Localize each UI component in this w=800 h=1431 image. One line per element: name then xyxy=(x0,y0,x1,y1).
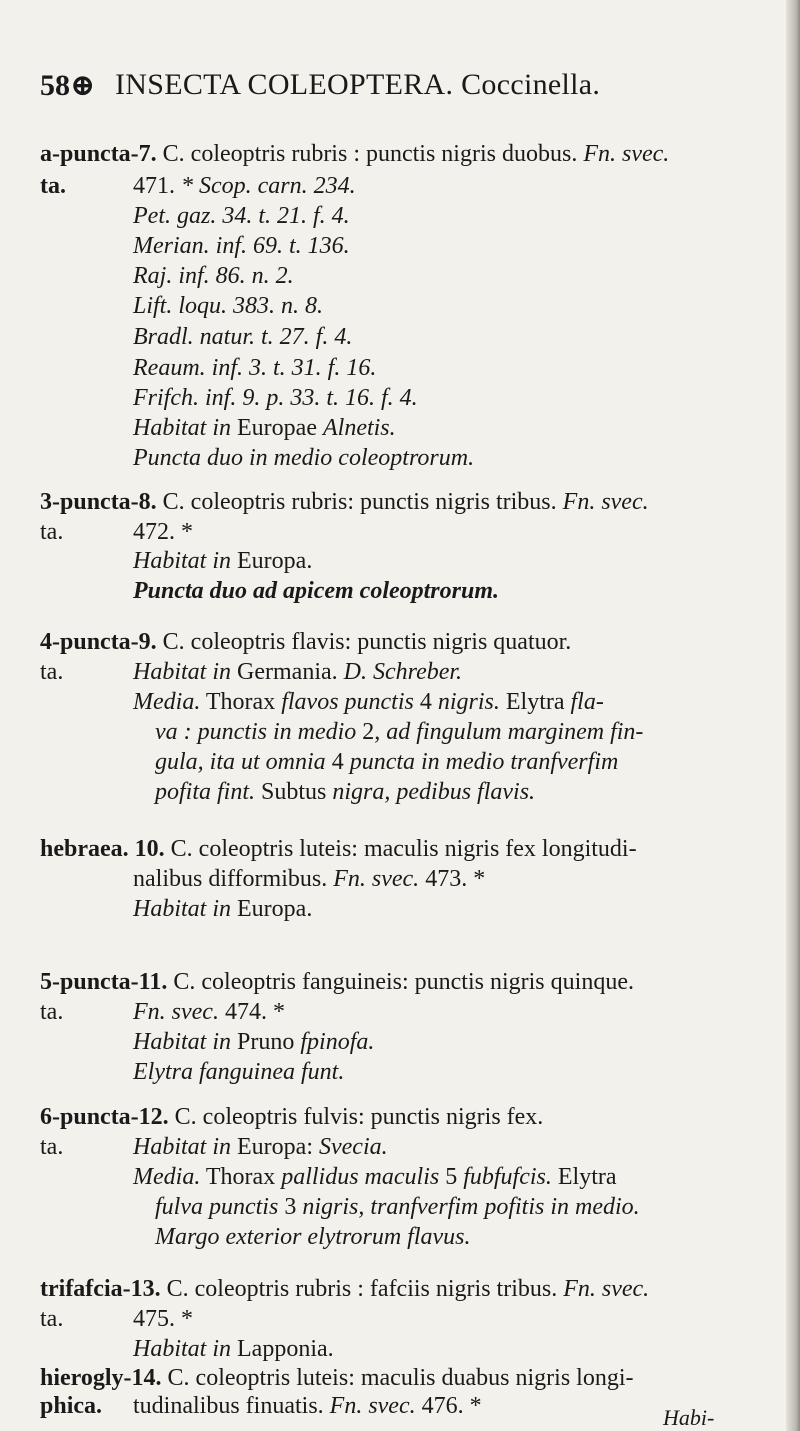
desc-part: , ad fingulum marginem fin- xyxy=(374,719,644,745)
desc-part: va : punctis in medio xyxy=(155,719,357,745)
desc-part: , pedibus flavis. xyxy=(384,779,536,805)
diagnosis: C. coleoptris fanguineis: punctis nigris quinque. xyxy=(173,969,634,995)
catchword: Habi- xyxy=(663,1405,715,1430)
diagnosis: C. coleoptris rubris: punctis nigris tribus. xyxy=(162,489,557,515)
diagnosis: C. coleoptris luteis: maculis duabus nigris longi- xyxy=(167,1365,634,1391)
species-name-cont: ta. xyxy=(40,1134,64,1160)
running-title: INSECTA COLEOPTERA. Coccinella. xyxy=(115,68,601,101)
desc-part: Thorax xyxy=(205,1164,276,1190)
habitat-label: Habitat in xyxy=(133,548,232,574)
page-number: 58⊕ xyxy=(40,69,96,102)
desc-part: flavos punctis xyxy=(281,689,414,715)
habitat xyxy=(133,547,312,576)
desc-part: fubfufcis. xyxy=(463,1164,552,1190)
habitat-place: Europae xyxy=(237,415,317,441)
diagnosis: C. coleoptris luteis: maculis nigris fex longitudi- xyxy=(170,836,637,862)
entry-heading xyxy=(40,1275,649,1304)
species-name: 3-puncta-8. xyxy=(40,489,157,515)
entry-line xyxy=(40,1392,102,1421)
species-name: 5-puncta-11. xyxy=(40,969,168,995)
reference-number: 475. * xyxy=(133,1306,193,1332)
note: Puncta duo in medio coleoptrorum. xyxy=(133,445,475,471)
description: Margo exterior elytrorum flavus. xyxy=(155,1224,471,1250)
entry-line xyxy=(40,172,66,201)
habitat-place: Svecia. xyxy=(319,1134,388,1160)
desc-part: 3 xyxy=(284,1194,297,1220)
reference: Bradl. natur. t. 27. f. 4. xyxy=(133,324,353,350)
page-edge xyxy=(786,0,800,1431)
habitat xyxy=(133,1133,388,1162)
habitat-label: Habitat in xyxy=(133,659,232,685)
entry-heading xyxy=(40,835,637,864)
habitat xyxy=(133,895,312,924)
desc-part: , ita ut omnia xyxy=(197,749,326,775)
habitat-place: Europa: xyxy=(237,1134,313,1160)
habitat-place: Europa. xyxy=(237,548,313,574)
habitat xyxy=(133,1028,374,1057)
entry-heading xyxy=(40,1103,543,1132)
desc-part: gula xyxy=(155,749,198,775)
desc-part: Thorax xyxy=(205,689,276,715)
desc-part: fulva punctis xyxy=(155,1194,279,1220)
description xyxy=(155,1193,640,1222)
reference: Pet. gaz. 34. t. 21. f. 4. xyxy=(133,203,350,229)
entry-heading xyxy=(40,968,634,997)
entry-heading xyxy=(40,628,571,657)
desc-part: Elytra xyxy=(505,689,565,715)
species-name-cont: phica. xyxy=(40,1393,103,1419)
reference: Lift. loqu. 383. n. 8. xyxy=(133,293,324,319)
habitat-place: Europa. xyxy=(237,896,313,922)
description xyxy=(155,778,535,807)
reference: Fn. svec. xyxy=(583,141,670,167)
reference-line xyxy=(133,998,285,1027)
desc-part: Elytra xyxy=(557,1164,617,1190)
species-name-cont: ta. xyxy=(40,999,64,1025)
reference-number: 476. * xyxy=(421,1393,482,1419)
desc-part: puncta in medio tranfverfim xyxy=(349,749,619,775)
desc-part: pofita fint. xyxy=(155,779,256,805)
entry-heading xyxy=(40,140,669,169)
species-name-cont: ta. xyxy=(40,173,66,199)
habitat-label: Habitat in xyxy=(133,1029,232,1055)
entry-line xyxy=(133,172,356,201)
species-name: hebraea. 10. xyxy=(40,836,165,862)
desc-part: nigra xyxy=(332,779,385,805)
reference: * Scop. carn. 234. xyxy=(181,173,356,199)
habitat xyxy=(133,1335,334,1364)
desc-part: Media. xyxy=(133,1164,201,1190)
habitat-place: Alnetis. xyxy=(322,415,396,441)
habitat xyxy=(133,658,462,687)
diagnosis: C. coleoptris rubris : punctis nigris duobus. xyxy=(162,141,578,167)
reference-number: 471. xyxy=(133,173,175,199)
reference: Fn. svec. xyxy=(329,1393,416,1419)
habitat-place: Germania. xyxy=(237,659,338,685)
species-name: trifafcia-13. xyxy=(40,1276,161,1302)
desc-part: pallidus maculis xyxy=(281,1164,440,1190)
species-name: 6-puncta-12. xyxy=(40,1104,169,1130)
species-name: a-puncta-7. xyxy=(40,141,157,167)
note: Puncta duo ad apicem coleoptrorum. xyxy=(133,578,499,604)
species-name-cont: ta. xyxy=(40,659,64,685)
species-name: hierogly-14. xyxy=(40,1365,162,1391)
habitat-place: fpinofa. xyxy=(300,1029,375,1055)
diagnosis: nalibus difformibus. xyxy=(133,866,328,892)
description xyxy=(133,1163,617,1192)
desc-part: Media. xyxy=(133,689,201,715)
reference: Raj. inf. 86. n. 2. xyxy=(133,263,294,289)
diagnosis: C. coleoptris rubris : fafciis nigris tribus. xyxy=(166,1276,558,1302)
description xyxy=(155,748,618,777)
desc-part: Subtus xyxy=(261,779,327,805)
diagnosis: C. coleoptris flavis: punctis nigris quatuor. xyxy=(162,629,572,655)
note: Elytra fanguinea funt. xyxy=(133,1059,345,1085)
diagnosis: C. coleoptris fulvis: punctis nigris fex. xyxy=(174,1104,544,1130)
reference-number: 472. * xyxy=(133,519,193,545)
desc-part: 2 xyxy=(362,719,375,745)
diagnosis-cont xyxy=(133,1392,482,1421)
description xyxy=(133,688,604,717)
habitat-label: Habitat in xyxy=(133,415,232,441)
desc-part: nigris. xyxy=(437,689,500,715)
species-name-cont: ta. xyxy=(40,1306,64,1332)
desc-part: nigris, tranfverfim pofitis in medio. xyxy=(302,1194,640,1220)
reference: Fn. svec. xyxy=(133,999,219,1025)
reference-number: 473. * xyxy=(425,866,486,892)
habitat-label: Habitat in xyxy=(133,896,232,922)
desc-part: 4 xyxy=(331,749,344,775)
species-name: 4-puncta-9. xyxy=(40,629,157,655)
diagnosis: tudinalibus finuatis. xyxy=(133,1393,324,1419)
habitat-place: Lapponia. xyxy=(237,1336,334,1362)
habitat xyxy=(133,414,396,443)
desc-part: fla- xyxy=(570,689,604,715)
species-name-cont: ta. xyxy=(40,519,64,545)
entry-heading xyxy=(40,1364,634,1393)
reference: Fn. svec. xyxy=(563,1276,650,1302)
reference: Fn. svec. xyxy=(562,489,649,515)
page-header xyxy=(40,68,760,108)
reference: Merian. inf. 69. t. 136. xyxy=(133,233,350,259)
reference-number: 474. * xyxy=(224,999,285,1025)
reference: Fn. svec. xyxy=(333,866,420,892)
habitat-label: Habitat in xyxy=(133,1336,232,1362)
diagnosis-cont xyxy=(133,865,485,894)
habitat-label: Habitat in xyxy=(133,1134,232,1160)
entry-heading xyxy=(40,488,649,517)
desc-part: 5 xyxy=(445,1164,458,1190)
desc-part: 4 xyxy=(419,689,432,715)
collector: D. Schreber. xyxy=(343,659,463,685)
description xyxy=(155,718,643,747)
reference: Frifch. inf. 9. p. 33. t. 16. f. 4. xyxy=(133,385,418,411)
reference: Reaum. inf. 3. t. 31. f. 16. xyxy=(133,355,377,381)
habitat-place: Pruno xyxy=(237,1029,295,1055)
